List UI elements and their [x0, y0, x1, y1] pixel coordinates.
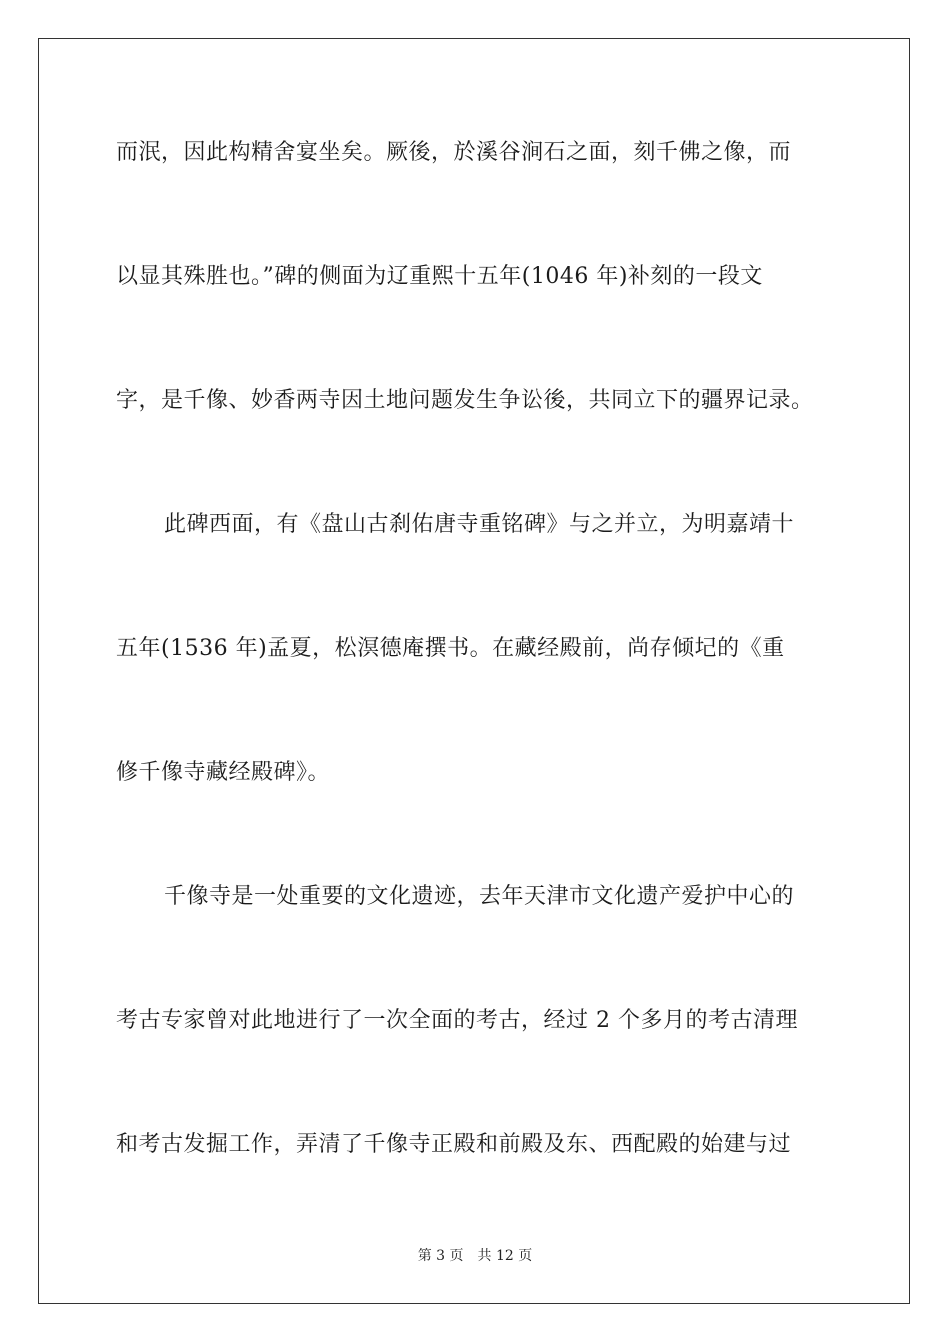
body-line-5: 五年(1536 年)孟夏，松溟德庵撰书。在藏经殿前，尚存倾圮的《重	[116, 636, 785, 661]
body-line-9: 和考古发掘工作，弄清了千像寺正殿和前殿及东、西配殿的始建与过	[116, 1132, 792, 1157]
body-line-1: 而泯，因此构精舍宴坐矣。厥後，於溪谷涧石之面，刻千佛之像，而	[116, 140, 792, 165]
page-number: 第 3 页	[417, 1248, 464, 1264]
page-total: 共 12 页	[477, 1248, 533, 1264]
body-line-7: 千像寺是一处重要的文化遗迹，去年天津市文化遗产爱护中心的	[164, 884, 795, 909]
body-line-4: 此碑西面，有《盘山古刹佑唐寺重铭碑》与之并立，为明嘉靖十	[164, 512, 795, 537]
body-line-2: 以显其殊胜也。”碑的侧面为辽重熙十五年(1046 年)补刻的一段文	[116, 264, 763, 289]
page-border	[38, 38, 910, 1304]
body-line-8: 考古专家曾对此地进行了一次全面的考古，经过 2 个多月的考古清理	[116, 1008, 798, 1033]
body-line-3: 字，是千像、妙香两寺因土地问题发生争讼後，共同立下的疆界记录。	[116, 388, 814, 413]
body-line-6: 修千像寺藏经殿碑》。	[116, 760, 331, 785]
page-footer	[0, 1246, 950, 1266]
